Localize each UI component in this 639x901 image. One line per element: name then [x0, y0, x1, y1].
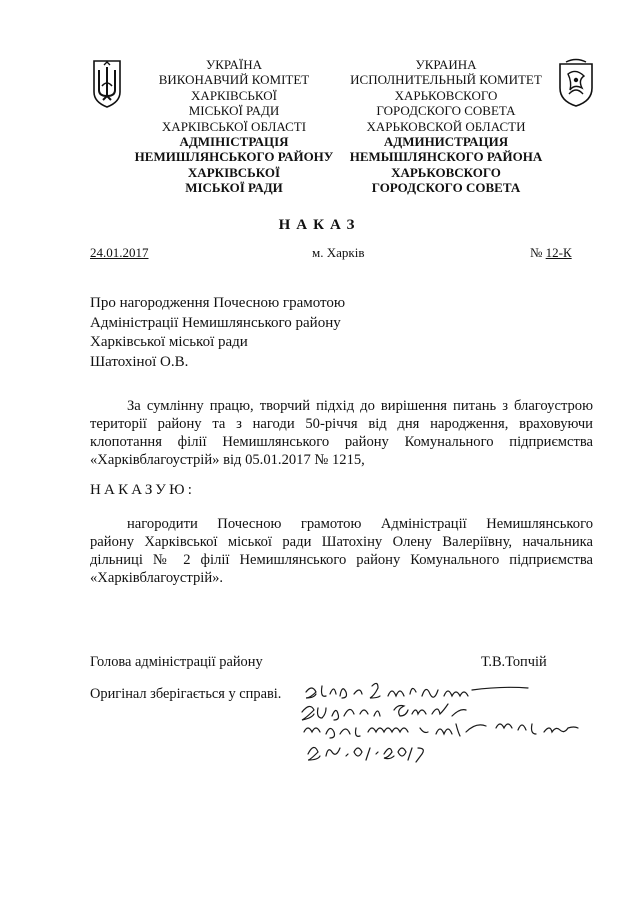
number-value: 12-К: [545, 245, 572, 260]
subject-line: Про нагородження Почесною грамотою: [90, 295, 346, 311]
header-left-ukrainian: [124, 57, 344, 196]
paragraph-line: клопотання філії Немишлянського району Комунального підприємства: [90, 434, 593, 450]
paragraph-line: дільниці № 2 філії Немишлянського району Комунального підприємства: [90, 552, 593, 568]
header-line-bold: МІСЬКОЇ РАДИ: [185, 180, 283, 196]
paragraph-line: «Харківблагоустрій» від 05.01.2017 № 1215,: [90, 452, 365, 468]
header-line: ХАРКІВСЬКОЇ ОБЛАСТІ: [161, 118, 307, 134]
handwritten-certification: [296, 676, 596, 768]
order-heading: НАКАЗУЮ:: [90, 482, 196, 498]
header-line-bold: ГОРОДСКОГО СОВЕТА: [371, 180, 521, 196]
header-line: ИСПОЛНИТЕЛЬНЫЙ КОМИТЕТ: [350, 72, 542, 88]
preamble-paragraph: [90, 397, 593, 469]
subject-line: Харківської міської ради: [90, 334, 248, 350]
signatory-name: Т.В.Топчій: [481, 654, 547, 670]
number-prefix: №: [530, 245, 543, 260]
trident-emblem-icon: [91, 58, 123, 108]
document-number: [530, 245, 572, 261]
paragraph-line: району Харківської міської ради Шатохіну Олену Валеріївну, начальника: [90, 534, 593, 550]
signatory-position: Голова адміністрації району: [90, 654, 263, 670]
paragraph-line: території району та з нагоди 50-річчя від дня народження, враховуючи: [90, 416, 593, 432]
kharkiv-city-emblem-icon: [556, 58, 596, 108]
paragraph-line: «Харківблагоустрій».: [90, 570, 224, 586]
header-line-bold: ХАРЬКОВСКОГО: [391, 164, 501, 180]
document-subject: [90, 294, 345, 372]
document-title: НАКАЗ: [278, 217, 361, 233]
document-city: м. Харків: [312, 245, 365, 260]
original-storage-note: Оригінал зберігається у справі.: [90, 686, 282, 702]
subject-line: Адміністрації Немишлянського району: [90, 314, 341, 331]
header-line-bold: АДМИНИСТРАЦИЯ: [383, 134, 509, 150]
header-line: УКРАЇНА: [206, 57, 262, 72]
header-line: ГОРОДСКОГО СОВЕТА: [376, 103, 516, 119]
header-line: УКРАИНА: [415, 57, 477, 72]
header-line: ХАРКІВСЬКОЇ: [191, 87, 277, 103]
document-date: 24.01.2017: [90, 245, 149, 260]
header-line-bold: НЕМИШЛЯНСЬКОГО РАЙОНУ: [134, 149, 334, 165]
header-line-bold: АДМІНІСТРАЦІЯ: [179, 134, 289, 150]
paragraph-line: За сумлінну працю, творчий підхід до вирішення питань з благоустрою: [127, 398, 593, 414]
header-line: МІСЬКОЇ РАДИ: [188, 103, 280, 119]
subject-line: Шатохіної О.В.: [90, 353, 189, 370]
order-paragraph: [90, 515, 593, 587]
header-line: ХАРЬКОВСКОГО: [394, 87, 498, 103]
header-line-bold: ХАРКІВСЬКОЇ: [187, 164, 281, 180]
header-line-bold: НЕМЫШЛЯНСКОГО РАЙОНА: [349, 149, 543, 165]
header-line: ВИКОНАВЧИЙ КОМІТЕТ: [158, 72, 310, 88]
header-line: ХАРЬКОВСКОЙ ОБЛАСТИ: [366, 118, 526, 134]
header-right-russian: [336, 57, 556, 196]
paragraph-line: нагородити Почесною грамотою Адміністрації Немишлянського: [127, 516, 593, 532]
